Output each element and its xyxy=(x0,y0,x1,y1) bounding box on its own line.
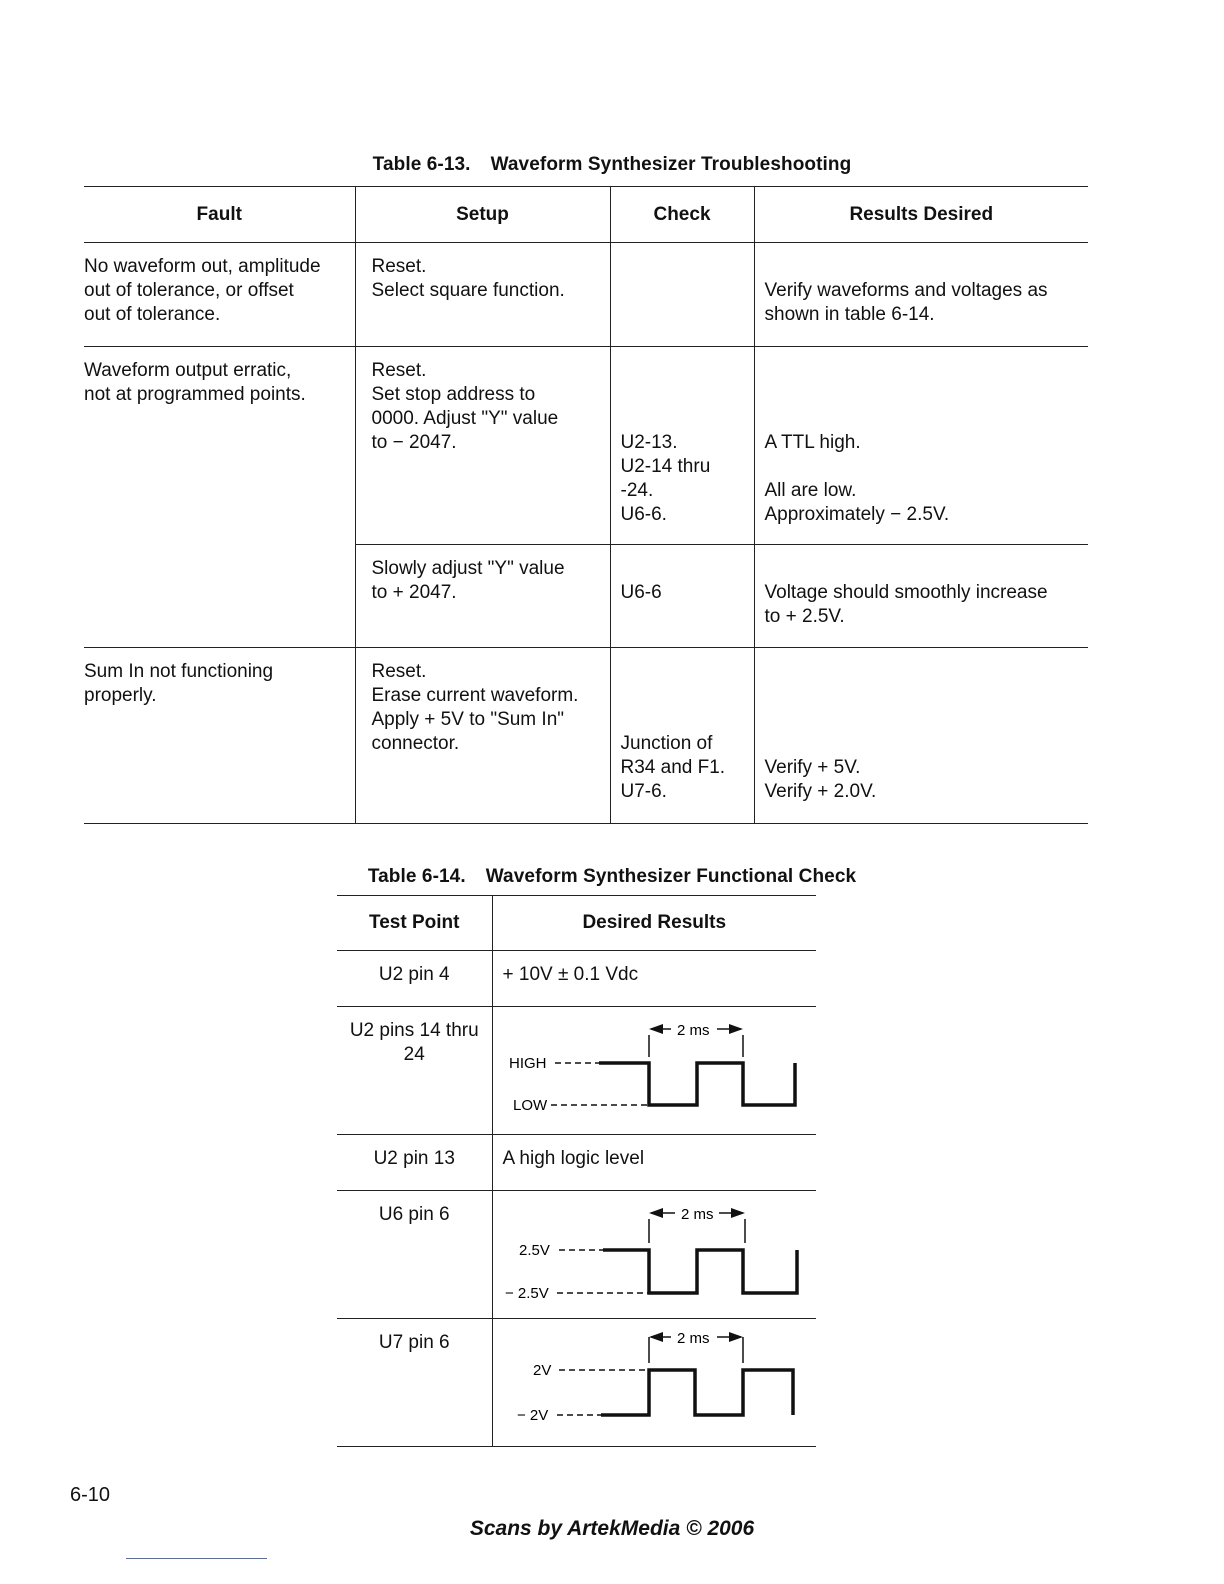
period-label: 2 ms xyxy=(676,1022,710,1039)
arrowhead-left xyxy=(649,1208,663,1218)
square-wave-trace xyxy=(601,1370,793,1415)
square-waveform-diagram xyxy=(493,1007,815,1133)
period-label: 2 ms xyxy=(680,1206,714,1223)
header-check: Check xyxy=(610,187,754,243)
check-cell: Junction of R34 and F1. U7-6. xyxy=(610,648,754,824)
table-row xyxy=(337,951,816,1007)
arrowhead-right xyxy=(729,1332,743,1342)
square-wave-trace xyxy=(599,1063,795,1105)
test-point-cell: U2 pin 4 xyxy=(337,951,492,1007)
result-cell: A high logic level xyxy=(492,1135,816,1191)
table-6-14 xyxy=(337,895,816,1447)
header-test-point: Test Point xyxy=(337,896,492,951)
results-cell: Verify + 5V. Verify + 2.0V. xyxy=(754,648,1088,824)
test-point-cell: U2 pin 13 xyxy=(337,1135,492,1191)
table-row xyxy=(337,1191,816,1319)
arrowhead-right xyxy=(731,1208,745,1218)
results-cell: Voltage should smoothly increase to + 2.5V. xyxy=(754,545,1088,648)
results-cell: A TTL high. All are low. Approximately − 2.5V. xyxy=(754,347,1088,545)
check-cell: U2-13. U2-14 thru -24. U6-6. xyxy=(610,347,754,545)
footer-divider xyxy=(126,1558,267,1559)
header-results-desired: Results Desired xyxy=(754,187,1088,243)
square-waveform-diagram xyxy=(493,1191,815,1317)
setup-cell: Reset. Select square function. xyxy=(355,243,610,347)
table-6-14-caption xyxy=(0,866,1224,888)
low-level-label: LOW xyxy=(512,1097,547,1114)
test-point-cell: U2 pins 14 thru 24 xyxy=(337,1007,492,1135)
table-6-13-title: Waveform Synthesizer Troubleshooting xyxy=(490,154,852,175)
arrowhead-right xyxy=(729,1024,743,1034)
square-wave-trace xyxy=(603,1250,797,1293)
waveform-cell xyxy=(492,1319,816,1447)
header-setup: Setup xyxy=(355,187,610,243)
fault-cell: Sum In not functioning properly. xyxy=(84,648,355,824)
check-cell xyxy=(610,243,754,347)
setup-cell: Reset. Set stop address to 0000. Adjust "Y" value to − 2047. xyxy=(355,347,610,545)
test-point-cell: U6 pin 6 xyxy=(337,1191,492,1319)
check-cell: U6-6 xyxy=(610,545,754,648)
waveform-cell xyxy=(492,1007,816,1135)
table-6-13-number: Table 6-13. xyxy=(372,154,471,175)
table-6-13 xyxy=(84,186,1088,824)
table-row xyxy=(337,1319,816,1447)
test-point-cell: U7 pin 6 xyxy=(337,1319,492,1447)
table-row xyxy=(337,1135,816,1191)
table-row xyxy=(84,648,1088,824)
table-header-row xyxy=(84,187,1088,243)
header-desired-results: Desired Results xyxy=(492,896,816,951)
table-6-14-number: Table 6-14. xyxy=(367,866,466,887)
waveform-cell xyxy=(492,1191,816,1319)
arrowhead-left xyxy=(649,1332,663,1342)
table-row xyxy=(84,243,1088,347)
footer-credit: Scans by ArtekMedia © 2006 xyxy=(469,1517,755,1540)
high-level-label: 2V xyxy=(532,1362,551,1379)
page-number: 6-10 xyxy=(70,1484,111,1506)
table-6-14-title: Waveform Synthesizer Functional Check xyxy=(485,866,857,887)
header-fault: Fault xyxy=(84,187,355,243)
table-6-13-caption xyxy=(0,154,1224,176)
result-cell: + 10V ± 0.1 Vdc xyxy=(492,951,816,1007)
table-row xyxy=(337,1007,816,1135)
arrowhead-left xyxy=(649,1024,663,1034)
fault-cell: Waveform output erratic, not at programmed points. xyxy=(84,347,355,648)
low-level-label: − 2V xyxy=(516,1407,548,1424)
table-row xyxy=(84,347,1088,545)
high-level-label: HIGH xyxy=(508,1055,546,1072)
results-cell: Verify waveforms and voltages as shown in table 6-14. xyxy=(754,243,1088,347)
period-label: 2 ms xyxy=(676,1330,710,1347)
square-waveform-diagram xyxy=(493,1319,815,1445)
setup-cell: Reset. Erase current waveform. Apply + 5V to "Sum In" connector. xyxy=(355,648,610,824)
low-level-label: − 2.5V xyxy=(504,1285,549,1302)
table-header-row xyxy=(337,896,816,951)
setup-cell: Slowly adjust "Y" value to + 2047. xyxy=(355,545,610,648)
fault-cell: No waveform out, amplitude out of tolerance, or offset out of tolerance. xyxy=(84,256,321,325)
high-level-label: 2.5V xyxy=(518,1242,550,1259)
